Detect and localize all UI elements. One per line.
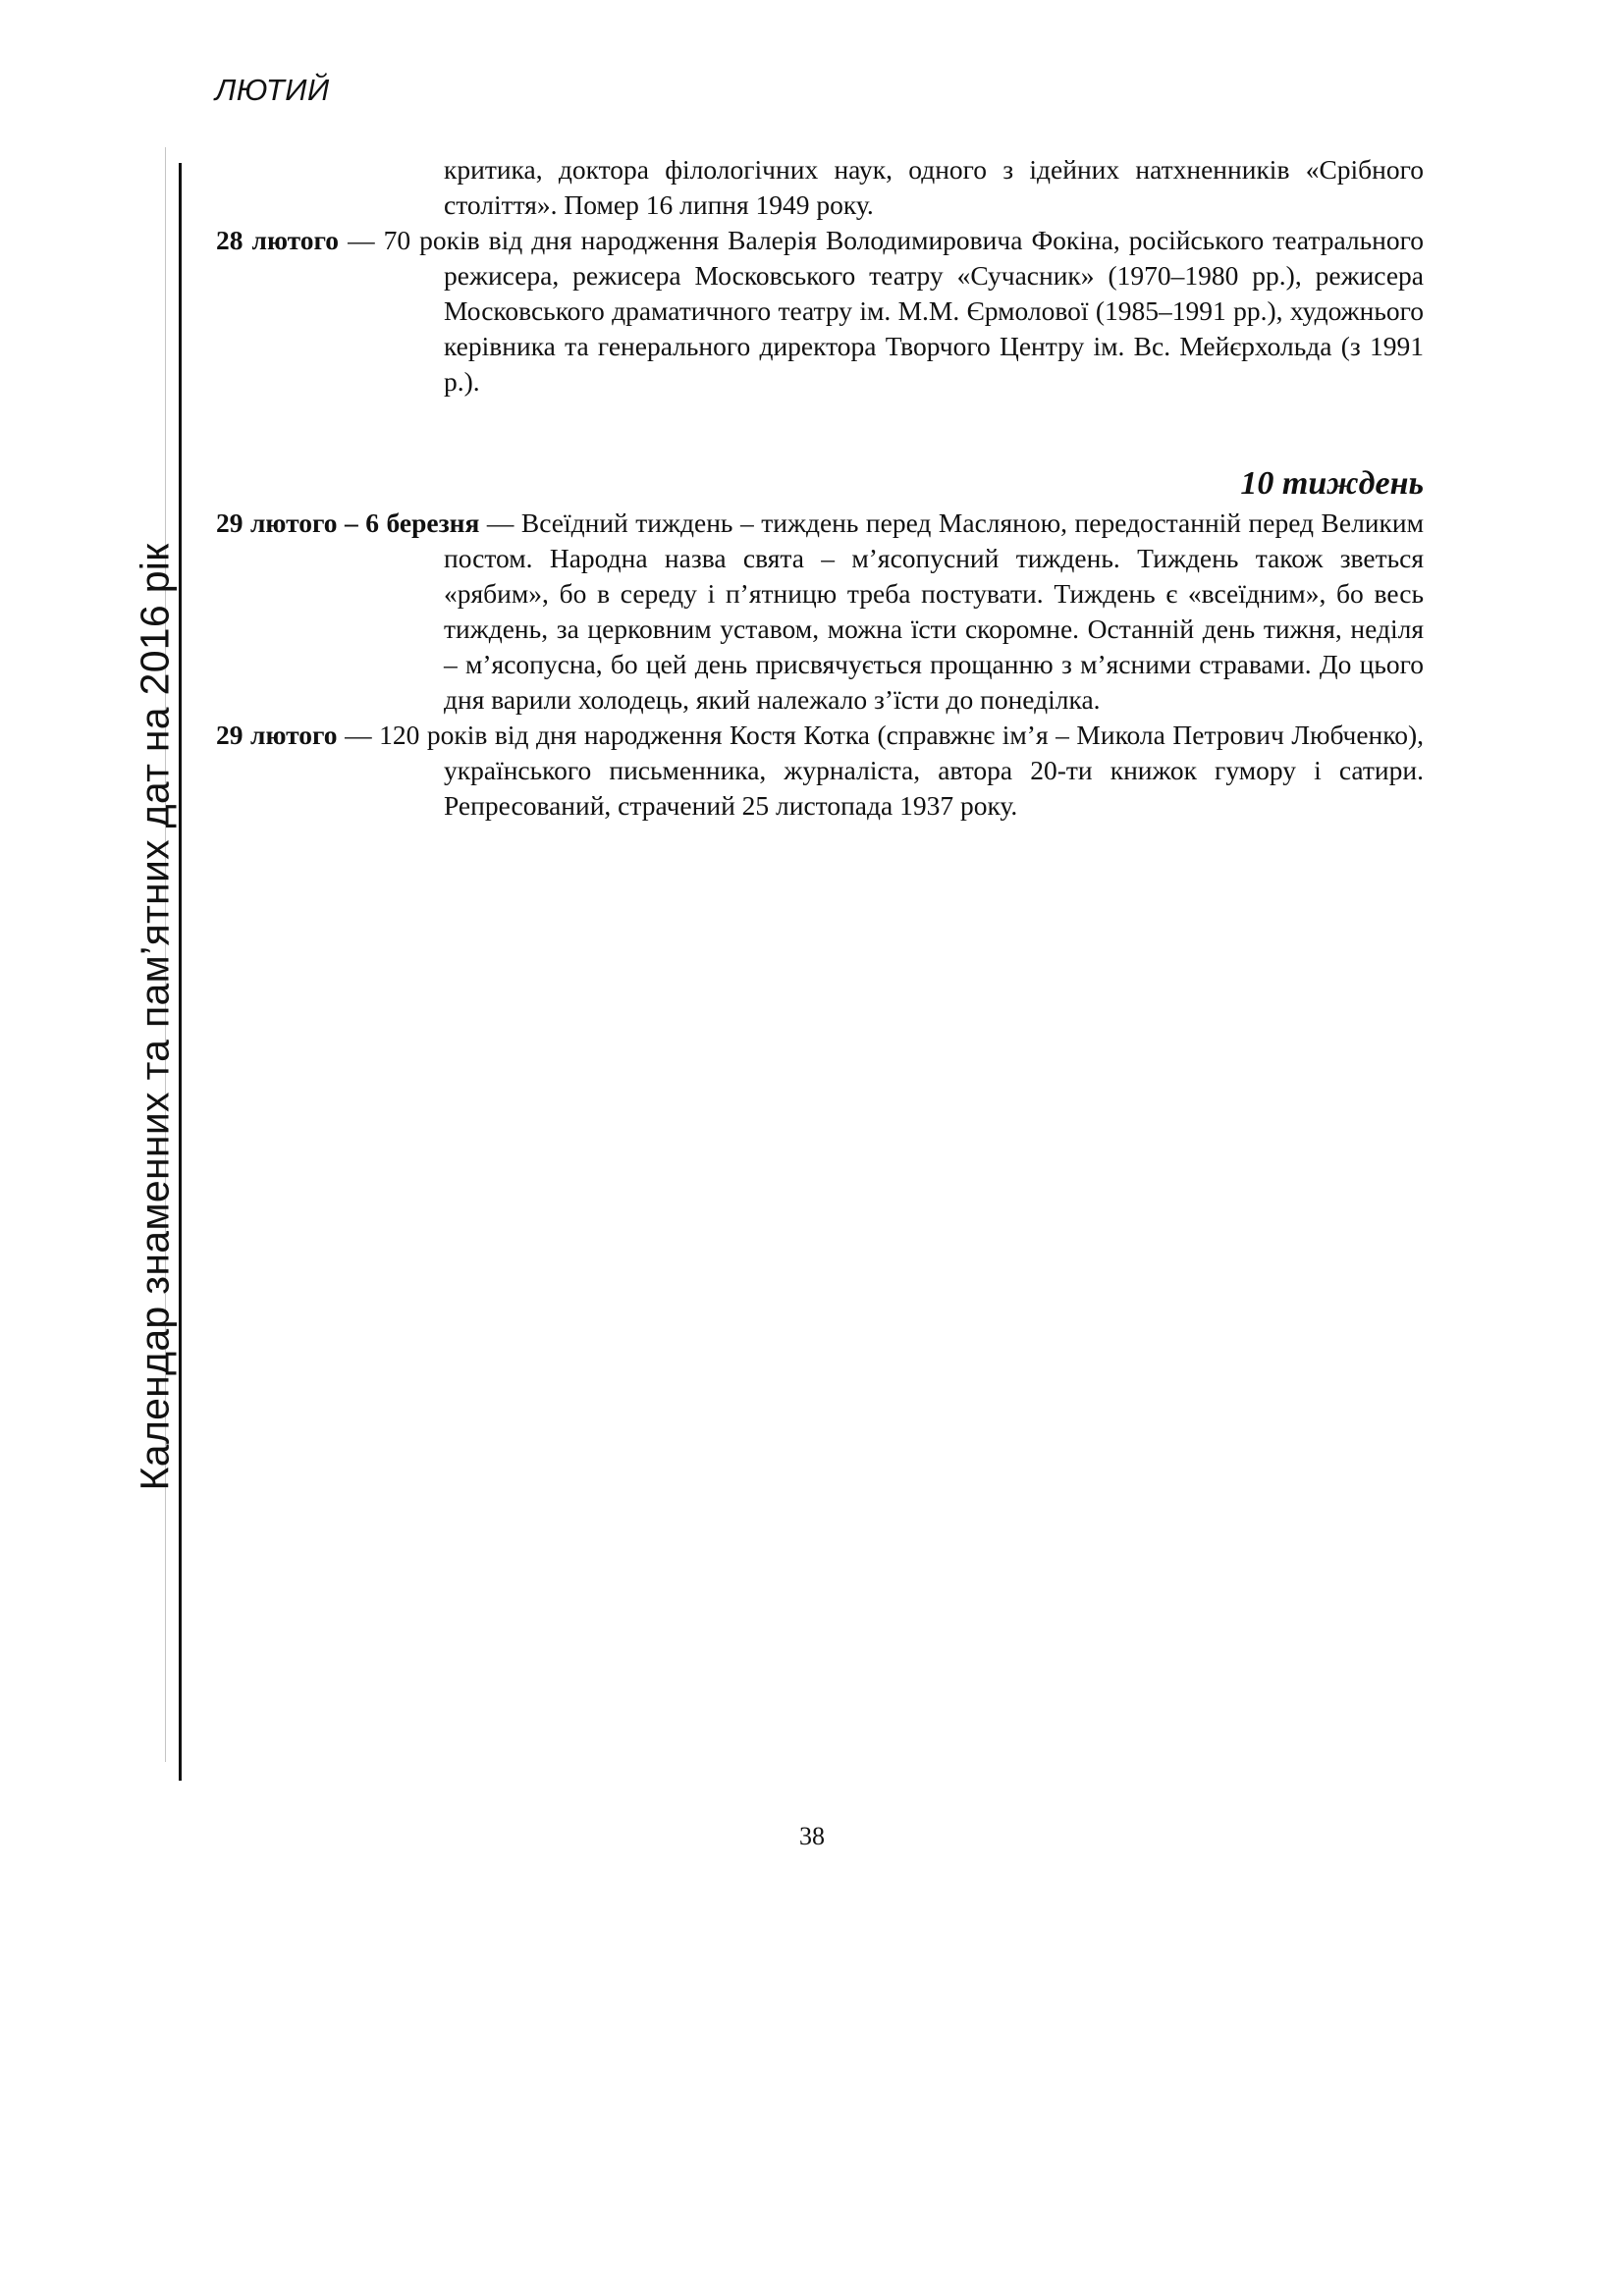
calendar-entry-29-feb-6-mar [216,506,1424,718]
page-content [216,152,1424,824]
week-heading: 10 тиждень [1240,465,1424,502]
entry-text: — 120 років від дня народження Костя Котка (справжнє ім’я – Микола Петрович Любченко), українського письменника, журналіста, автора 20-ти книжок гумору і сатири. Репресований, страчений 25 листопада 1937 року. [337,720,1425,821]
margin-rule-thick [179,163,182,1781]
page-number: 38 [799,1822,825,1850]
calendar-entry-29-feb [216,718,1424,824]
side-title-vertical: Календар знаменних та пам’ятних дат на 2016 рік [132,543,178,1491]
continuation-paragraph: критика, доктора філологічних наук, одного з ідейних натхненників «Срібного століття». Помер 16 липня 1949 року. [444,154,1424,220]
running-head: ЛЮТИЙ [215,73,330,107]
entry-text: — 70 років від дня народження Валерія Володимировича Фокіна, російського театрального режисера, режисера Московського театру «Сучасник» (1970–1980 рр.), режисера Московського драматичного театру ім. М.М. Єрмолової (1985–1991 рр.), художнього керівника та генерального директора Творчого Центру ім. Вс. Мейєрхольда (з 1991 р.). [339,225,1424,397]
entry-date: 29 лютого – 6 березня [216,507,480,538]
entry-date: 29 лютого [216,720,338,750]
entry-text: — Всеїдний тиждень – тиждень перед Масляною, передостанній перед Великим постом. Народна назва свята – м’ясопусний тиждень. Тиждень також зветься «рябим», бо в середу і п’ятницю треба постувати. Тиждень є «всеїдним», бо весь тиждень, за церковним уставом, можна їсти скоромне. Останній день тижня, неділя – м’ясопусна, бо цей день присвячується прощанню з м’ясними стравами. До цього дня варили холодець, який належало з’їсти до понеділка. [444,507,1425,715]
calendar-entry-28-feb [216,223,1424,400]
entry-date: 28 лютого [216,225,340,255]
